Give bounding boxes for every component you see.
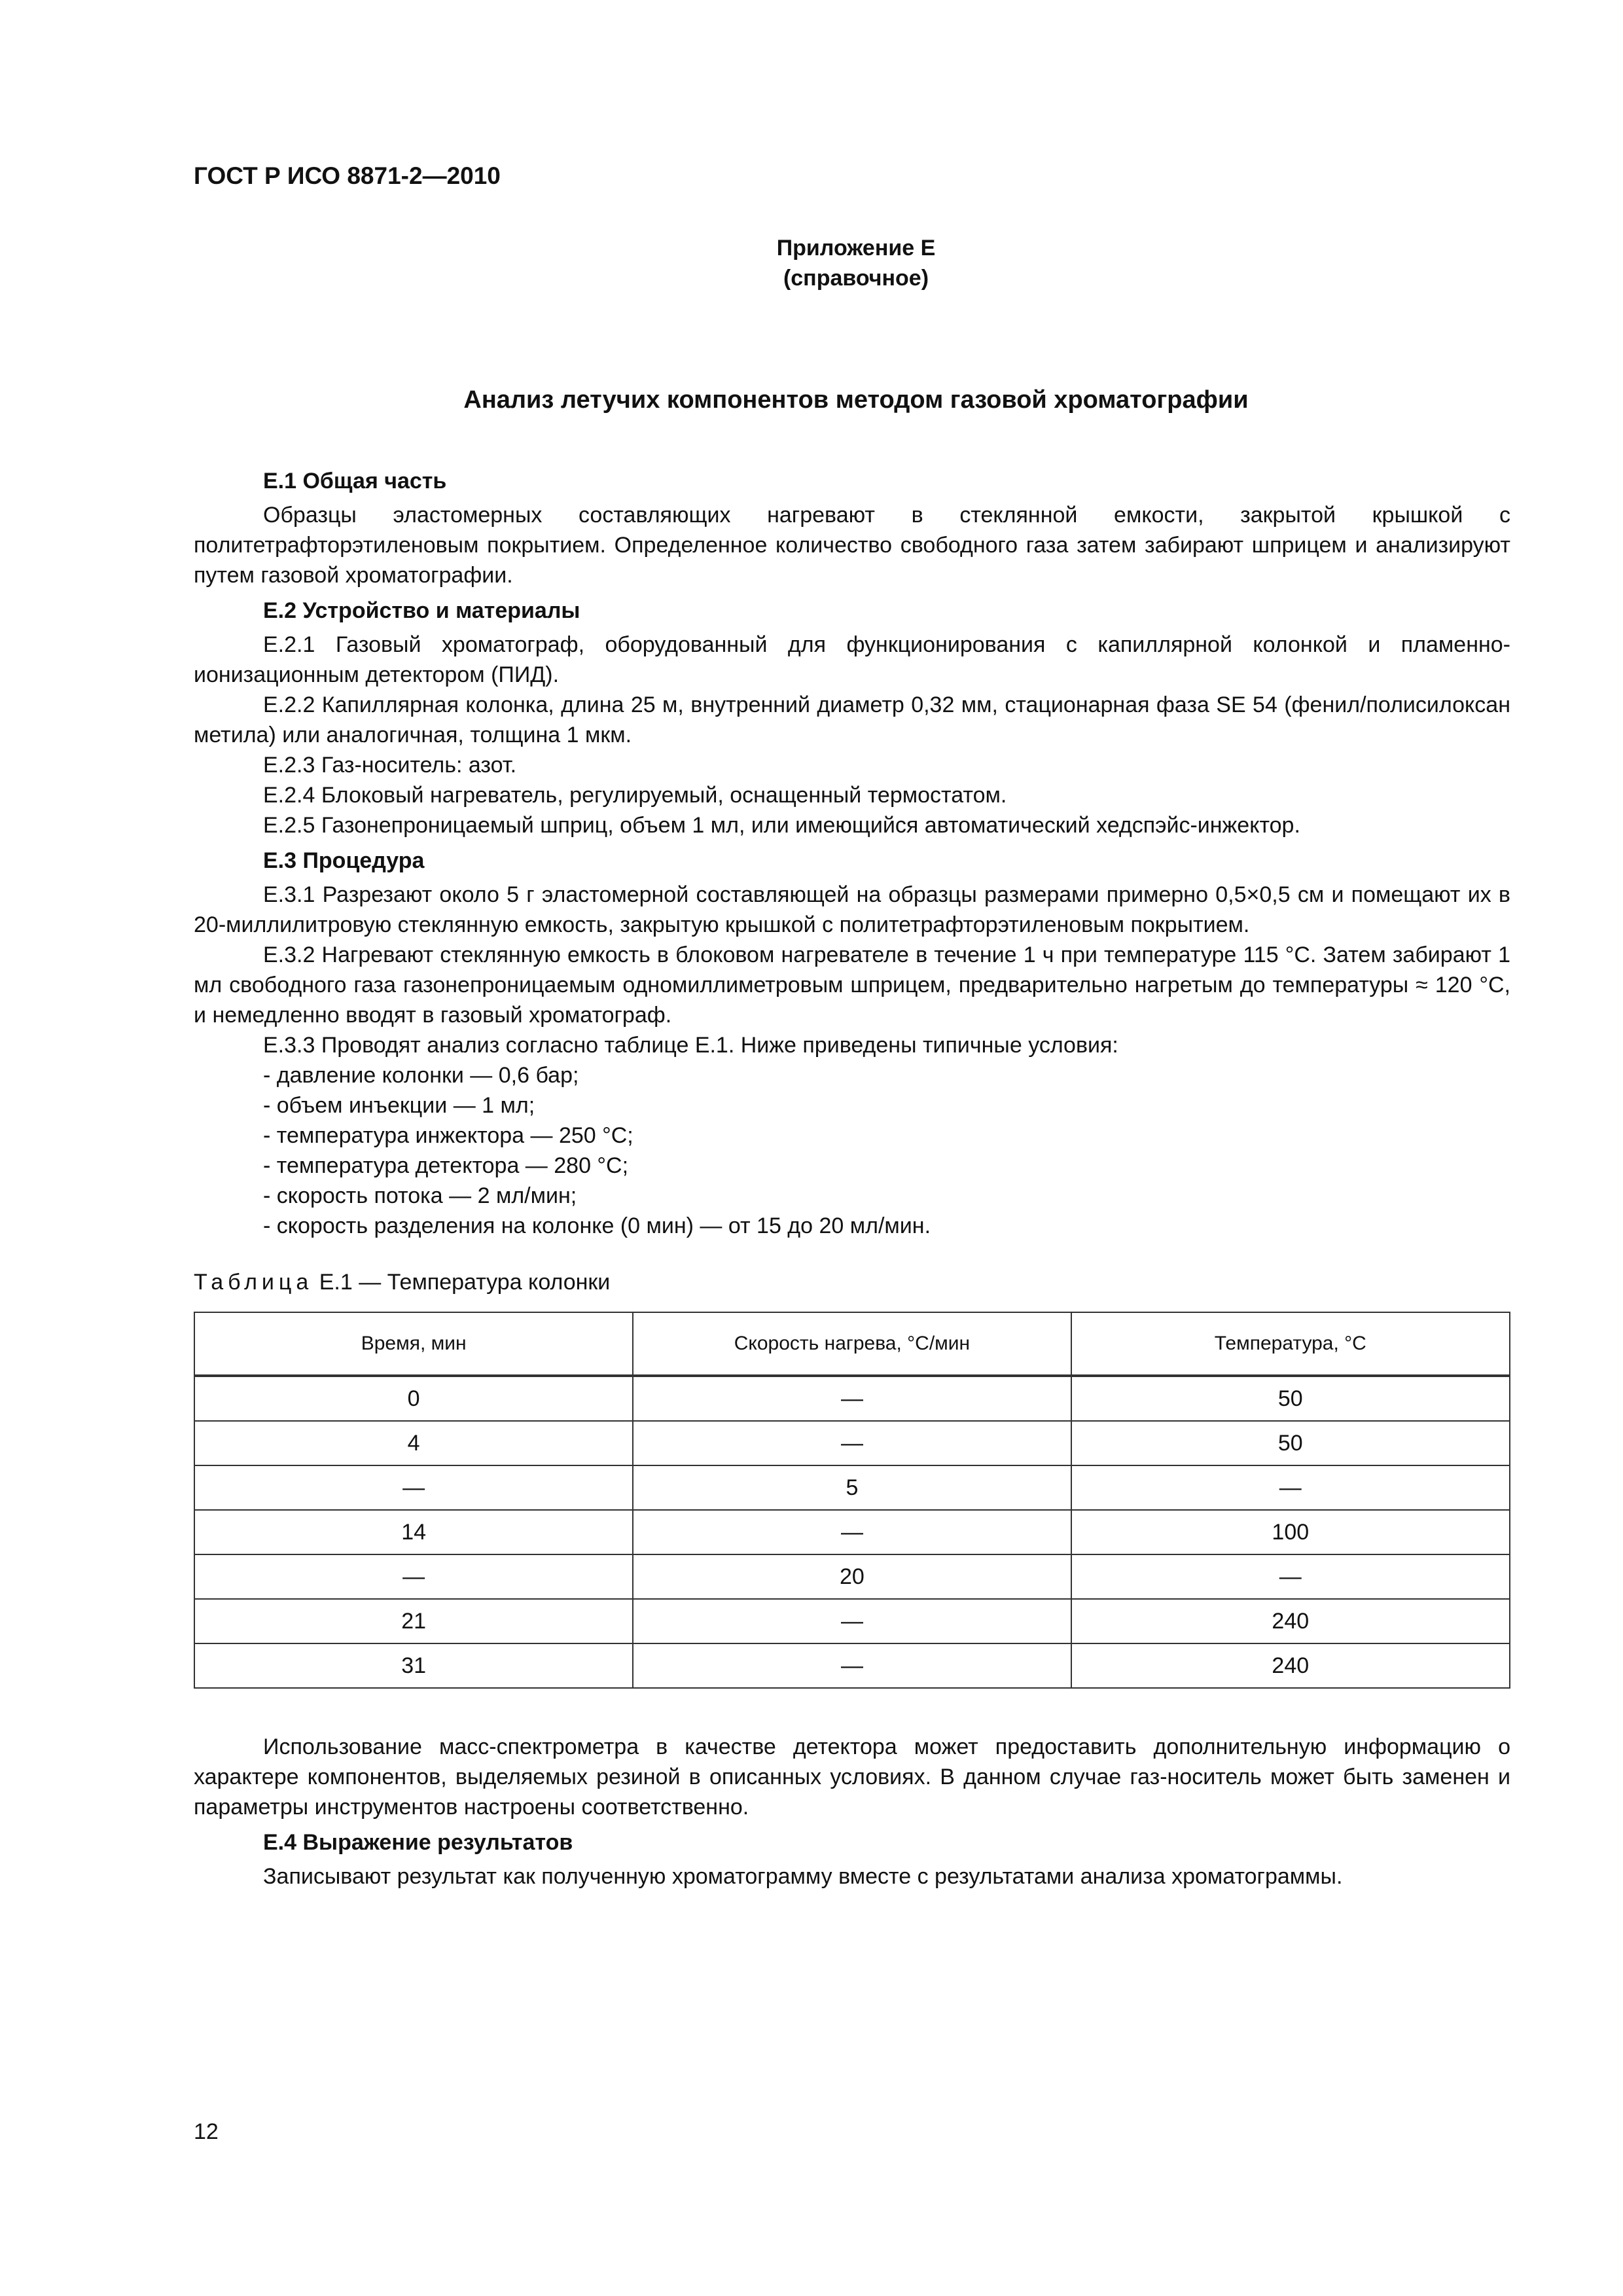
condition-item: - скорость потока — 2 мл/мин; — [263, 1183, 577, 1208]
clause-e2-1: Е.2.1 Газовый хроматограф, оборудованный для функционирования с капиллярной колонкой и пламенно-ионизационным детектором (ПИД). — [194, 632, 1510, 687]
header-temperature: Температура, °С — [1071, 1312, 1510, 1376]
table-caption-label: Таблица — [194, 1270, 313, 1295]
header-heating-rate: Скорость нагрева, °С/мин — [633, 1312, 1071, 1376]
condition-item: - давление колонки — 0,6 бар; — [263, 1063, 579, 1088]
clause-e3-2: Е.3.2 Нагревают стеклянную емкость в блоковом нагревателе в течение 1 ч при температуре 115 °С. Затем забирают 1 мл свободного газа газонепроницаемым одномиллиметровым шприцем, предварительно нагретым до температуры ≈ 120 °С, и немедленно вводят в газовый хроматограф. — [194, 942, 1510, 1028]
section-heading-e2: Е.2 Устройство и материалы — [263, 598, 580, 623]
table-row — [194, 1643, 1510, 1688]
clause-e2-4: Е.2.4 Блоковый нагреватель, регулируемый, оснащенный термостатом. — [263, 783, 1007, 808]
table-row — [194, 1599, 1510, 1643]
column-temperature-table — [194, 1312, 1510, 1689]
section-heading-e1: Е.1 Общая часть — [263, 469, 447, 493]
condition-item: - объем инъекции — 1 мл; — [263, 1093, 535, 1118]
table-row — [194, 1510, 1510, 1554]
annex-title: Приложение Е — [776, 236, 936, 260]
clause-e3-1: Е.3.1 Разрезают около 5 г эластомерной составляющей на образцы размерами примерно 0,5×0,5 см и помещают их в 20-миллилитровую стеклянную емкость, закрытую крышкой с политетрафторэтиленовым покрытием. — [194, 882, 1510, 937]
cell-temperature: 240 — [1071, 1643, 1510, 1688]
document-title: Анализ летучих компонентов методом газовой хроматографии — [463, 386, 1249, 414]
section-text-e1: Образцы эластомерных составляющих нагревают в стеклянной емкости, закрытой крышкой с политетрафторэтиленовым покрытием. Определенное количество свободного газа затем забирают шприцем и анализируют путем газовой хроматографии. — [194, 503, 1510, 588]
cell-time: — — [194, 1554, 633, 1599]
cell-time: 4 — [194, 1421, 633, 1465]
table-header-row — [194, 1312, 1510, 1376]
table-caption-text: Е.1 — Температура колонки — [313, 1270, 611, 1295]
condition-item: - температура инжектора — 250 °С; — [263, 1123, 633, 1148]
cell-time: — — [194, 1465, 633, 1510]
table-row — [194, 1465, 1510, 1510]
cell-time: 14 — [194, 1510, 633, 1554]
clause-e2-3: Е.2.3 Газ-носитель: азот. — [263, 753, 517, 778]
cell-time: 0 — [194, 1376, 633, 1421]
table-row — [194, 1376, 1510, 1421]
cell-heating-rate: — — [633, 1599, 1071, 1643]
cell-heating-rate: — — [633, 1421, 1071, 1465]
cell-time: 21 — [194, 1599, 633, 1643]
cell-temperature: — — [1071, 1465, 1510, 1510]
cell-heating-rate: 5 — [633, 1465, 1071, 1510]
annex-heading — [0, 233, 1623, 293]
table-row — [194, 1554, 1510, 1599]
condition-item: - скорость разделения на колонке (0 мин) — от 15 до 20 мл/мин. — [263, 1213, 931, 1238]
table-caption — [194, 1267, 1510, 1297]
cell-time: 31 — [194, 1643, 633, 1688]
cell-heating-rate: — — [633, 1376, 1071, 1421]
mass-spectrometer-note: Использование масс-спектрометра в качестве детектора может предоставить дополнительную информацию о характере компонентов, выделяемых резиной в описанных условиях. В данном случае газ-носитель может быть заменен и параметры инструментов настроены соответственно. — [194, 1734, 1510, 1820]
table-row — [194, 1421, 1510, 1465]
cell-temperature: 100 — [1071, 1510, 1510, 1554]
cell-heating-rate: — — [633, 1643, 1071, 1688]
cell-temperature: 240 — [1071, 1599, 1510, 1643]
document-body — [194, 466, 1510, 1892]
clause-e3-3: Е.3.3 Проводят анализ согласно таблице Е.1. Ниже приведены типичные условия: — [263, 1033, 1118, 1058]
cell-temperature: — — [1071, 1554, 1510, 1599]
cell-heating-rate: 20 — [633, 1554, 1071, 1599]
cell-temperature: 50 — [1071, 1421, 1510, 1465]
section-heading-e4: Е.4 Выражение результатов — [263, 1830, 573, 1855]
cell-temperature: 50 — [1071, 1376, 1510, 1421]
section-text-e4: Записывают результат как полученную хроматограмму вместе с результатами анализа хроматограммы. — [263, 1864, 1343, 1889]
annex-type: (справочное) — [783, 266, 929, 291]
cell-heating-rate: — — [633, 1510, 1071, 1554]
page-number: 12 — [194, 2119, 219, 2144]
standard-header: ГОСТ Р ИСО 8871-2—2010 — [194, 162, 501, 189]
condition-item: - температура детектора — 280 °С; — [263, 1153, 629, 1178]
section-heading-e3: Е.3 Процедура — [263, 848, 425, 873]
header-time: Время, мин — [194, 1312, 633, 1376]
clause-e2-5: Е.2.5 Газонепроницаемый шприц, объем 1 мл, или имеющийся автоматический хедспэйс-инжектор. — [263, 813, 1300, 838]
clause-e2-2: Е.2.2 Капиллярная колонка, длина 25 м, внутренний диаметр 0,32 мм, стационарная фаза SE 54 (фенил/полисилоксан метила) или аналогичная, толщина 1 мкм. — [194, 692, 1510, 747]
